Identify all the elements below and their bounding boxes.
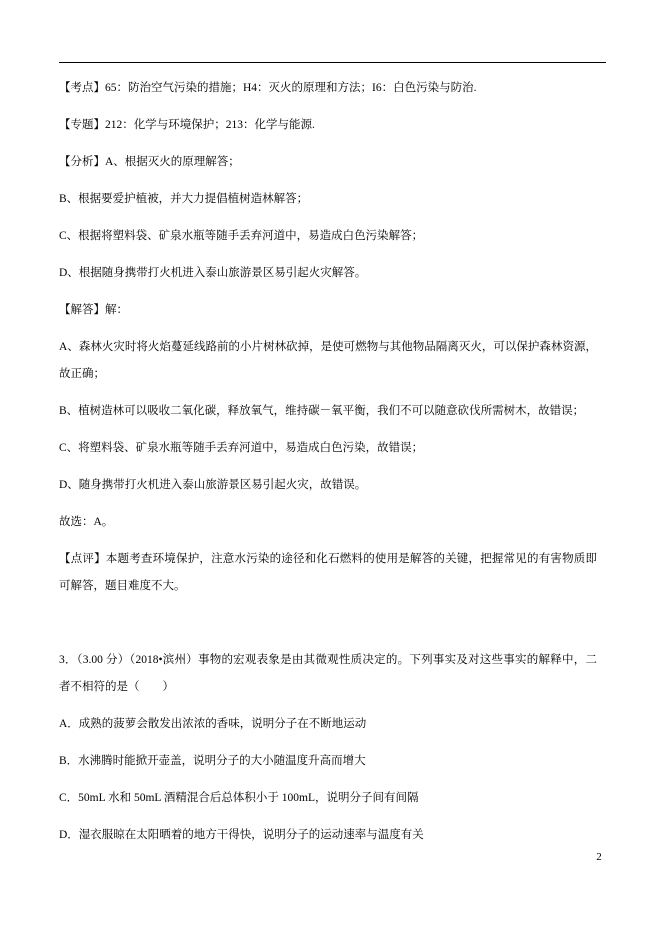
page-number: 2 xyxy=(596,851,602,863)
analysis-line-d: D、根据随身携带打火机进入泰山旅游景区易引起火灾解答。 xyxy=(59,267,367,279)
topic-line: 【专题】212：化学与环境保护；213：化学与能源. xyxy=(59,119,315,131)
question-3-option-a: A．成熟的菠萝会散发出浓浓的香味，说明分子在不断地运动 xyxy=(59,718,367,730)
blank-line xyxy=(59,610,597,637)
question-3-option-c: C．50mL 水和 50mL 酒精混合后总体积小于 100mL，说明分子间有间隔 xyxy=(59,792,419,804)
answer-line-a: A、森林火灾时将火焰蔓延线路前的小片树林砍掉，是使可燃物与其他物品隔离灭火，可以保护森林资源，故正确； xyxy=(59,341,597,380)
header-divider xyxy=(59,62,606,63)
analysis-line-c: C、根据将塑料袋、矿泉水瓶等随手丢弃河道中，易造成白色污染解答； xyxy=(59,230,424,242)
answer-heading-line: 【解答】解： xyxy=(59,304,128,316)
analysis-line-a: 【分析】A、根据灭火的原理解答； xyxy=(59,156,240,168)
question-3-option-b: B．水沸腾时能掀开壶盖，说明分子的大小随温度升高而增大 xyxy=(59,755,366,767)
document-body xyxy=(59,75,597,859)
answer-line-d: D、随身携带打火机进入泰山旅游景区易引起火灾，故错误。 xyxy=(59,479,367,491)
answer-choice-line: 故选：A。 xyxy=(59,516,114,528)
exam-point-line: 【考点】65：防治空气污染的措施；H4：灭火的原理和方法；I6：白色污染与防治. xyxy=(59,82,477,94)
comment-line: 【点评】本题考查环境保护，注意水污染的途径和化石燃料的使用是解答的关键，把握常见的有害物质即可解答，题目难度不大。 xyxy=(59,553,597,592)
question-3-stem: 3．（3.00 分）（2018•滨州）事物的宏观表象是由其微观性质决定的。下列事实及对这些事实的解释中，二者不相符的是（ ） xyxy=(59,654,597,693)
answer-line-c: C、将塑料袋、矿泉水瓶等随手丢弃河道中，易造成白色污染，故错误； xyxy=(59,442,424,454)
answer-line-b: B、植树造林可以吸收二氧化碳，释放氧气，维持碳－氧平衡，我们不可以随意砍伐所需树木，故错误； xyxy=(59,405,585,417)
analysis-line-b: B、根据要爱护植被，并大力提倡植树造林解答； xyxy=(59,193,309,205)
question-3-option-d: D．湿衣服晾在太阳晒着的地方干得快，说明分子的运动速率与温度有关 xyxy=(59,829,424,841)
